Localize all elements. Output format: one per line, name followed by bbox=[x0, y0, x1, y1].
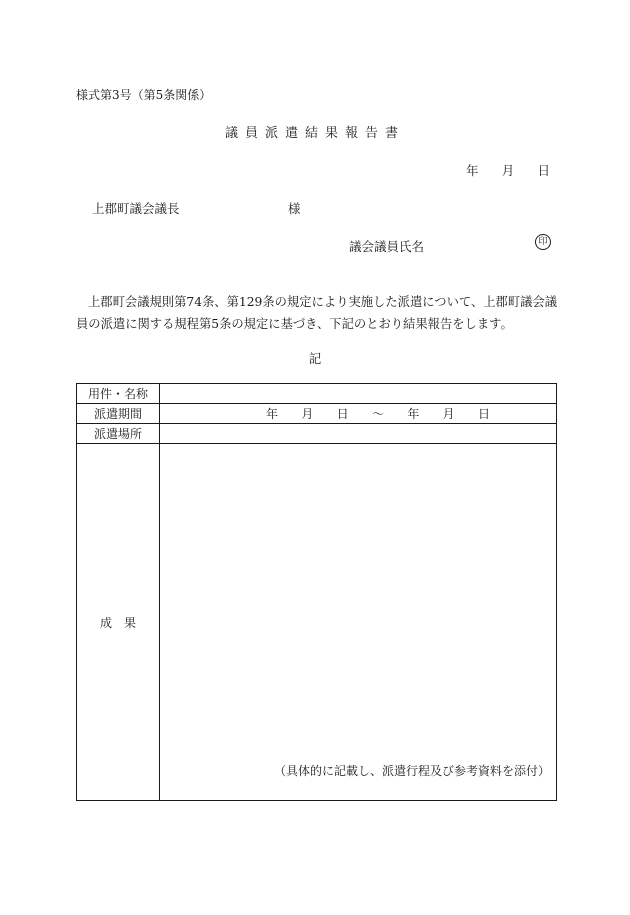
ki-heading: 記 bbox=[308, 351, 322, 366]
seal-mark: 印 bbox=[535, 234, 551, 250]
result-label: 成 果 bbox=[77, 444, 160, 801]
document-title: 議員派遣結果報告書 bbox=[224, 126, 405, 141]
date-line bbox=[466, 161, 550, 179]
result-note: （具体的に記載し、派遣行程及び参考資料を添付） bbox=[273, 764, 550, 778]
purpose-value bbox=[160, 384, 557, 404]
report-table bbox=[76, 383, 557, 801]
period-end-year: 年 bbox=[407, 407, 420, 421]
row-period bbox=[77, 404, 557, 424]
body-paragraph: 上郡町会議規則第74条、第129条の規定により実施した派遣について、上郡町議会議員の派遣に関する規程第5条の規定に基づき、下記のとおり結果報告をします。 bbox=[76, 295, 558, 331]
period-start-day: 日 bbox=[336, 407, 349, 421]
row-place bbox=[77, 424, 557, 444]
form-number: 様式第3号（第5条関係） bbox=[76, 88, 212, 102]
honorific: 様 bbox=[288, 201, 301, 216]
date-month: 月 bbox=[501, 163, 515, 178]
date-day: 日 bbox=[537, 163, 550, 178]
period-end-month: 月 bbox=[442, 407, 455, 421]
date-year: 年 bbox=[466, 163, 479, 178]
place-label: 派遣場所 bbox=[77, 424, 160, 444]
period-value bbox=[160, 404, 557, 424]
period-start-month: 月 bbox=[301, 407, 314, 421]
period-start-year: 年 bbox=[266, 407, 279, 421]
period-label: 派遣期間 bbox=[77, 404, 160, 424]
result-value bbox=[160, 444, 557, 801]
period-end-day: 日 bbox=[477, 407, 490, 421]
row-result bbox=[77, 444, 557, 801]
period-tilde: ～ bbox=[371, 407, 384, 421]
signer-label: 議会議員氏名 bbox=[349, 239, 425, 254]
addressee: 上郡町議会議長 bbox=[92, 201, 180, 216]
place-value bbox=[160, 424, 557, 444]
purpose-label: 用件・名称 bbox=[77, 384, 160, 404]
row-purpose bbox=[77, 384, 557, 404]
